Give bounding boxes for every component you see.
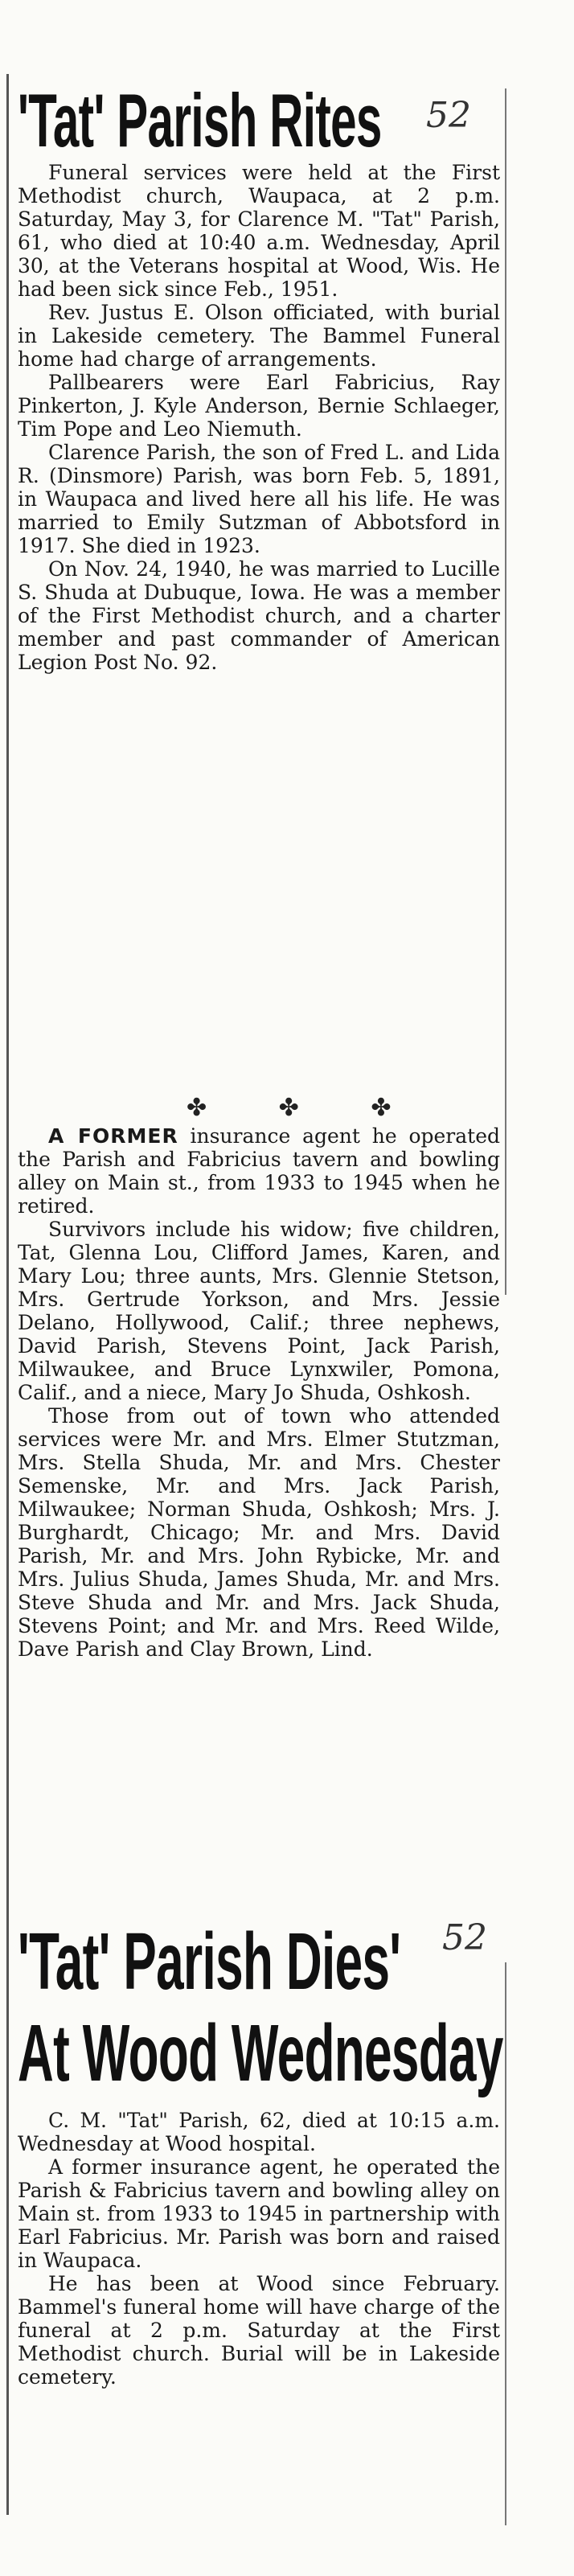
right-column-rule-lower (505, 1962, 506, 2525)
article1-handwritten-note: 52 (426, 95, 471, 136)
paragraph: Rev. Justus E. Olson officiated, with burial in Lakeside cemetery. The Bammel Funeral home had charge of arrangements. (18, 301, 500, 371)
article2-handwritten-note: 52 (442, 1917, 487, 1958)
article2-headline-line2: At Wood Wednesday (18, 2008, 503, 2098)
article1-body (18, 161, 500, 674)
paragraph: Pallbearers were Earl Fabricius, Ray Pinkerton, J. Kyle Anderson, Bernie Schlaeger, Tim Pope and Leo Niemuth. (18, 371, 500, 441)
paragraph: Clarence Parish, the son of Fred L. and Lida R. (Dinsmore) Parish, was born Feb. 5, 1891, in Waupaca and lived here all his life. He was married to Emily Sutzman of Abbotsford in 1917. She died in 1923. (18, 441, 500, 557)
article1-body-continued (18, 1124, 500, 1661)
paragraph: A former insurance agent, he operated the Parish & Fabricius tavern and bowling alley on Main st. from 1933 to 1945 in partnership with Earl Fabricius. Mr. Parish was born and raised in Waupaca. (18, 2155, 500, 2272)
right-column-rule (505, 88, 506, 1295)
paragraph: On Nov. 24, 1940, he was married to Lucille S. Shuda at Dubuque, Iowa. He was a member of the First Methodist church, and a charter member and past commander of American Legion Post No. 92. (18, 557, 500, 674)
article2-headline-line1: 'Tat' Parish Dies' (18, 1917, 401, 2007)
section-separator: ✤ ✤ ✤ (187, 1094, 424, 1122)
paragraph: Those from out of town who attended services were Mr. and Mrs. Elmer Stutzman, Mrs. Stella Shuda, Mr. and Mrs. Chester Semenske, Mr. and Mrs. Jack Parish, Milwaukee; Norman Shuda, Oshkosh; Mrs. J. Burghardt, Chicago; Mr. and Mrs. David Parish, Mr. and Mrs. John Rybicke, Mr. and Mrs. Julius Shuda, James Shuda, Mr. and Mrs. Steve Shuda and Mr. and Mrs. Jack Shuda, Stevens Point; and Mr. and Mrs. Reed Wilde, Dave Parish and Clay Brown, Lind. (18, 1404, 500, 1661)
paragraph: C. M. "Tat" Parish, 62, died at 10:15 a.m. Wednesday at Wood hospital. (18, 2109, 500, 2155)
left-column-rule (6, 74, 9, 2515)
article2-body (18, 2109, 500, 2389)
paragraph: Funeral services were held at the First Methodist church, Waupaca, at 2 p.m. Saturday, May 3, for Clarence M. "Tat" Parish, 61, who died at 10:40 a.m. Wednesday, April 30, at the Veterans hospital at Wood, Wis. He had been sick since Feb., 1951. (18, 161, 500, 301)
lead-in: A FORMER (48, 1124, 178, 1148)
paragraph (18, 1124, 500, 1218)
paragraph: Survivors include his widow; five children, Tat, Glenna Lou, Clifford James, Karen, and Mary Lou; three aunts, Mrs. Glennie Stetson, Mrs. Gertrude Yorkson, and Mrs. Jessie Delano, Hollywood, Calif.; three nephews, David Parish, Stevens Point, Jack Parish, Milwaukee, and Bruce Lynxwiler, Pomona, Calif., and a niece, Mary Jo Shuda, Oshkosh. (18, 1218, 500, 1404)
paragraph-text: insurance agent he operated the Parish and Fabricius tavern and bowling alley on Main st., from 1933 to 1945 when he retired. (18, 1124, 500, 1218)
paragraph: He has been at Wood since February. Bammel's funeral home will have charge of the funeral at 2 p.m. Saturday at the First Methodist church. Burial will be in Lakeside cemetery. (18, 2272, 500, 2389)
article1-headline: 'Tat' Parish Rites (18, 78, 382, 162)
